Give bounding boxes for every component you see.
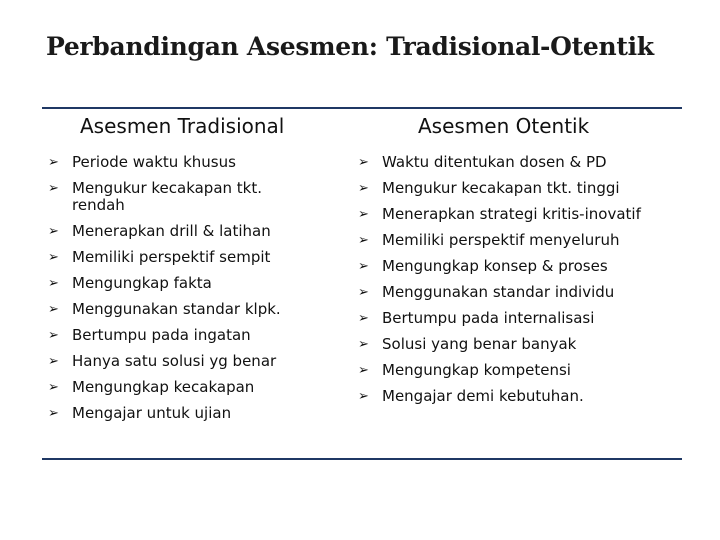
top-divider bbox=[42, 107, 682, 109]
arrowhead-bullet-icon: ➢ bbox=[358, 311, 369, 326]
arrowhead-bullet-icon: ➢ bbox=[48, 224, 59, 239]
list-item: ➢ Solusi yang benar banyak bbox=[358, 335, 577, 353]
bottom-divider bbox=[42, 458, 682, 460]
arrowhead-bullet-icon: ➢ bbox=[48, 354, 59, 369]
arrowhead-bullet-icon: ➢ bbox=[358, 389, 369, 404]
arrowhead-bullet-icon: ➢ bbox=[48, 380, 59, 395]
arrowhead-bullet-icon: ➢ bbox=[358, 285, 369, 300]
arrowhead-bullet-icon: ➢ bbox=[358, 233, 369, 248]
right-column-heading: Asesmen Otentik bbox=[418, 114, 590, 138]
arrowhead-bullet-icon: ➢ bbox=[358, 363, 369, 378]
authentic-assessment-list bbox=[358, 154, 688, 414]
list-item: ➢ Periode waktu khusus bbox=[48, 153, 236, 171]
arrowhead-bullet-icon: ➢ bbox=[48, 155, 59, 170]
arrowhead-bullet-icon: ➢ bbox=[358, 155, 369, 170]
arrowhead-bullet-icon: ➢ bbox=[358, 207, 369, 222]
list-item: ➢ Mengungkap fakta bbox=[48, 274, 212, 292]
left-column-heading: Asesmen Tradisional bbox=[80, 114, 285, 138]
list-item: ➢ Menerapkan strategi kritis-inovatif bbox=[358, 205, 641, 223]
list-item: ➢ Bertumpu pada ingatan bbox=[48, 326, 251, 344]
arrowhead-bullet-icon: ➢ bbox=[48, 181, 59, 196]
list-item: ➢ Menerapkan drill & latihan bbox=[48, 222, 271, 240]
list-item: ➢ Bertumpu pada internalisasi bbox=[358, 309, 595, 327]
list-item: ➢ Mengajar untuk ujian bbox=[48, 404, 232, 422]
arrowhead-bullet-icon: ➢ bbox=[48, 328, 59, 343]
arrowhead-bullet-icon: ➢ bbox=[48, 302, 59, 317]
arrowhead-bullet-icon: ➢ bbox=[48, 250, 59, 265]
list-item: ➢ Mengungkap konsep & proses bbox=[358, 257, 608, 275]
list-item: ➢ Memiliki perspektif menyeluruh bbox=[358, 231, 620, 249]
traditional-assessment-list bbox=[48, 154, 308, 431]
list-item: ➢ Menggunakan standar klpk. bbox=[48, 300, 281, 318]
list-item: ➢ Mengukur kecakapan tkt. tinggi bbox=[358, 179, 620, 197]
arrowhead-bullet-icon: ➢ bbox=[358, 181, 369, 196]
arrowhead-bullet-icon: ➢ bbox=[358, 259, 369, 274]
list-item: ➢ Memiliki perspektif sempit bbox=[48, 248, 271, 266]
arrowhead-bullet-icon: ➢ bbox=[48, 406, 59, 421]
list-item: ➢ Waktu ditentukan dosen & PD bbox=[358, 153, 607, 171]
list-item: ➢ Menggunakan standar individu bbox=[358, 283, 615, 301]
list-item: ➢ Mengungkap kompetensi bbox=[358, 361, 571, 379]
list-item: ➢ Mengukur kecakapan tkt. rendah bbox=[48, 179, 263, 214]
list-item: ➢ Mengungkap kecakapan bbox=[48, 378, 255, 396]
page-title: Perbandingan Asesmen: Tradisional-Otentik bbox=[46, 32, 654, 61]
list-item: ➢ Hanya satu solusi yg benar bbox=[48, 352, 277, 370]
list-item: ➢ Mengajar demi kebutuhan. bbox=[358, 387, 584, 405]
arrowhead-bullet-icon: ➢ bbox=[48, 276, 59, 291]
arrowhead-bullet-icon: ➢ bbox=[358, 337, 369, 352]
